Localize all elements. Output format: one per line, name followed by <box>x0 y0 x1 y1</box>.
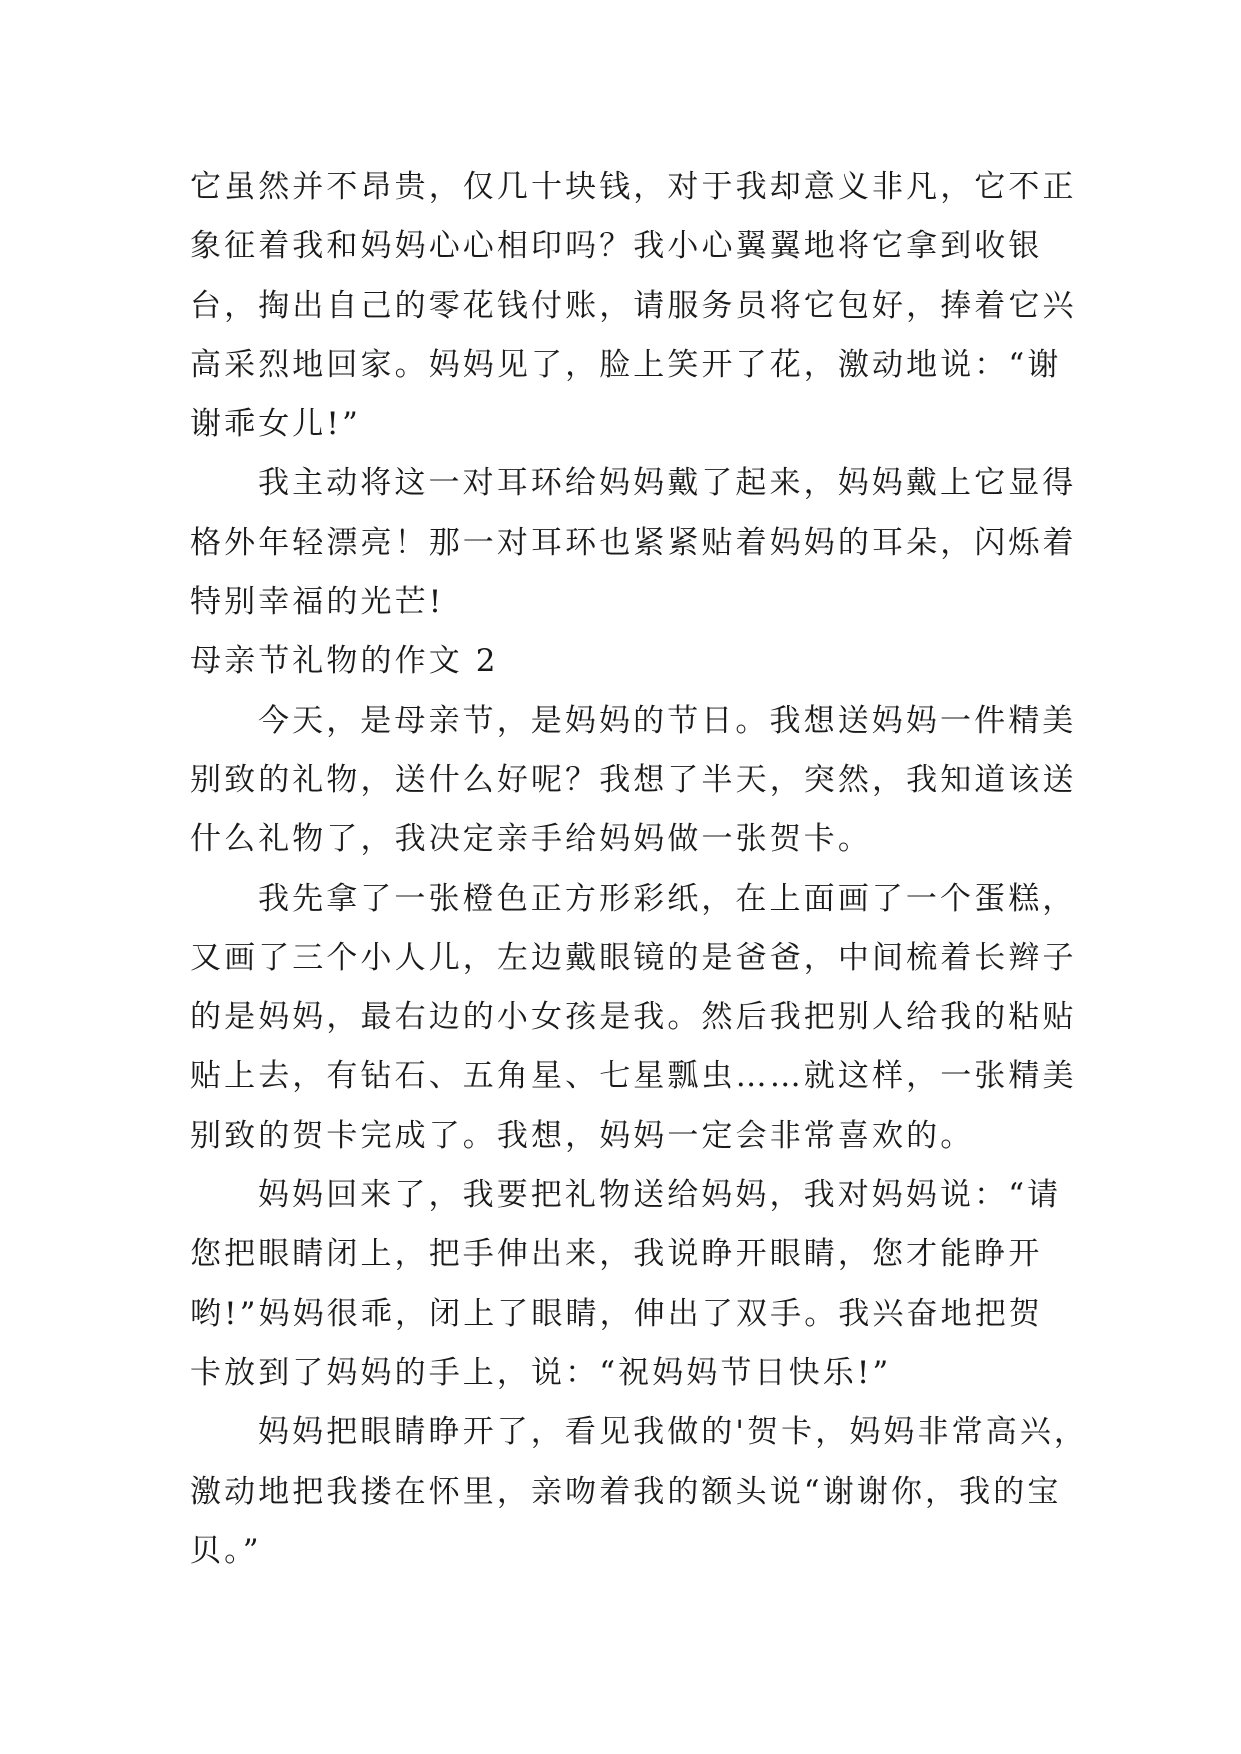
paragraph-line: 高采烈地回家。妈妈见了，脸上笑开了花，激动地说：“谢 <box>190 346 1062 383</box>
paragraph-line: 什么礼物了，我决定亲手给妈妈做一张贺卡。 <box>190 821 872 858</box>
paragraph-line: 妈妈回来了，我要把礼物送给妈妈，我对妈妈说：“请 <box>258 1177 1062 1214</box>
paragraph-line: 别致的贺卡完成了。我想，妈妈一定会非常喜欢的。 <box>190 1117 975 1154</box>
paragraph-line: 激动地把我搂在怀里，亲吻着我的额头说“谢谢你，我的宝 <box>190 1473 1062 1510</box>
paragraph-line: 它虽然并不昂贵，仅几十块钱，对于我却意义非凡，它不正 <box>190 169 1077 205</box>
paragraph-line: 今天，是母亲节，是妈妈的节日。我想送妈妈一件精美 <box>258 702 1077 739</box>
paragraph-line: 谢乖女儿!” <box>190 406 361 443</box>
paragraph-line: 贴上去，有钻石、五角星、七星瓢虫……就这样，一张精美 <box>190 1058 1077 1095</box>
paragraph-line: 象征着我和妈妈心心相印吗？我小心翼翼地将它拿到收银 <box>190 228 1043 265</box>
paragraph-line: 您把眼睛闭上，把手伸出来，我说睁开眼睛，您才能睁开 <box>190 1236 1043 1273</box>
paragraph-line: 的是妈妈，最右边的小女孩是我。然后我把别人给我的粘贴 <box>190 999 1077 1036</box>
paragraph-line: 卡放到了妈妈的手上，说：“祝妈妈节日快乐!” <box>190 1354 892 1391</box>
paragraph-line: 格外年轻漂亮！那一对耳环也紧紧贴着妈妈的耳朵，闪烁着 <box>190 524 1077 561</box>
paragraph-line: 贝。” <box>190 1532 262 1569</box>
paragraph-line: 妈妈把眼睛睁开了，看见我做的'贺卡，妈妈非常高兴， <box>258 1414 1089 1451</box>
paragraph-line: 特别幸福的光芒! <box>190 584 445 621</box>
paragraph-line: 我先拿了一张橙色正方形彩纸，在上面画了一个蛋糕， <box>258 880 1077 917</box>
paragraph-line: 我主动将这一对耳环给妈妈戴了起来，妈妈戴上它显得 <box>258 465 1077 502</box>
paragraph-line: 又画了三个小人儿，左边戴眼镜的是爸爸，中间梳着长辫子 <box>190 939 1077 976</box>
paragraph-line: 哟!”妈妈很乖，闭上了眼睛，伸出了双手。我兴奋地把贺 <box>190 1295 1043 1332</box>
paragraph-line: 台，掏出自己的零花钱付账，请服务员将它包好，捧着它兴 <box>190 287 1077 324</box>
paragraph-line: 别致的礼物，送什么好呢？我想了半天，突然，我知道该送 <box>190 761 1077 798</box>
document-body <box>190 158 1089 1581</box>
section-heading: 母亲节礼物的作文 2 <box>190 643 499 680</box>
